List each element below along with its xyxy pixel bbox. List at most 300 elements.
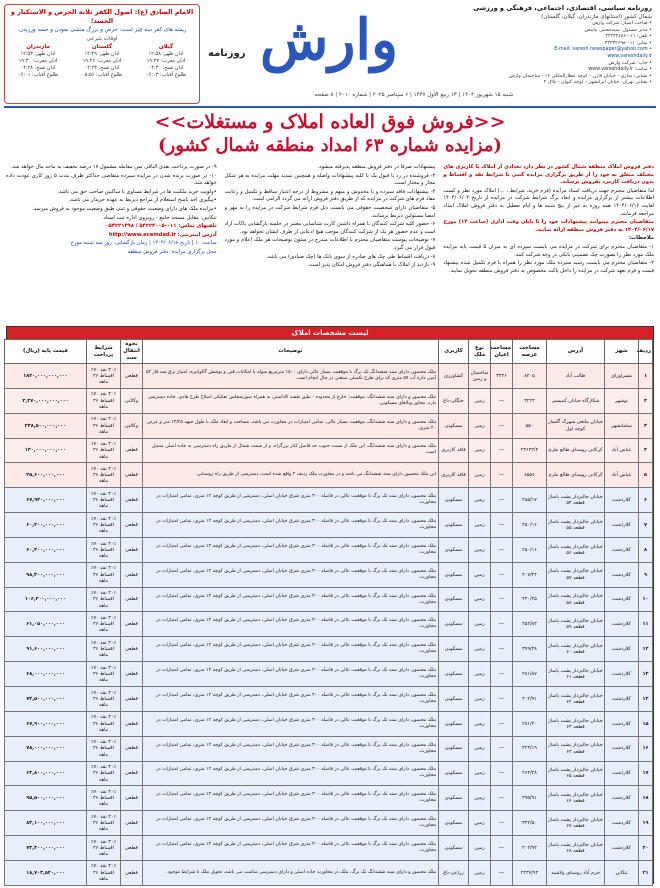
prayer-city: [8, 44, 68, 79]
table-cell: مسکونی: [439, 786, 469, 811]
table-cell: ۲۸۱/۴۰: [513, 711, 547, 736]
terms-paragraph: ۲- متقاضیان محترم می بایست رسید سپرده ملک مورد نظر را همراه با فرم تکمیل شده پیشنهاد قیمت و فرم تعهد شرکت در مزایده را داخل پاکت مخصوص به دفتر فروش منطقه تحویل نمایند.: [443, 260, 654, 274]
table-row: [5, 612, 653, 637]
table-cell: ۷۸,۰۰۰,۰۰۰,۰۰۰: [5, 736, 87, 761]
table-cell: ۳۰٪ نقد ۷۰٪ اقساط ۳۶ ماهه: [87, 438, 121, 463]
table-cell: ۱۸: [639, 786, 653, 811]
table-cell: ۲: [639, 388, 653, 413]
table-row: [5, 388, 653, 413]
table-cell: زمین: [469, 637, 491, 662]
table-cell: خیابان جالیزدار پشت پاساژ قطعه ۶۶: [547, 786, 605, 811]
table-cell: ۳۰٪ نقد ۷۰٪ اقساط ۳۶ ماهه: [87, 364, 121, 389]
table-cell: قطعی: [121, 836, 143, 861]
table-cell: ۳۰٪ نقد ۷۰٪ اقساط ۳۶ ماهه: [87, 860, 121, 885]
table-cell: —: [491, 662, 513, 687]
logo-subtitle: روزنامه: [208, 48, 246, 59]
table-cell: کلاردشت: [605, 612, 639, 637]
table-cell: خیابان جالیزدار پشت پاساژ قطعه ۶۳: [547, 711, 605, 736]
table-cell: ۳۲۳/۱۹: [513, 736, 547, 761]
table-cell: تنکابن: [605, 860, 639, 885]
terms-paragraph: ۷- توضیحات پیوست متقاضیان محترم با اطلاعات مندرج در ستون توضیحات هر ملک اعلام و مورد قبول قرار می گیرد.: [224, 237, 436, 251]
table-cell: ۳۰٪ نقد ۷۰٪ اقساط ۳۶ ماهه: [87, 736, 121, 761]
table-row: [5, 860, 653, 885]
table-cell: —: [491, 587, 513, 612]
table-cell: —: [491, 438, 513, 463]
table-cell: ملک محصور، دارای سند تک برگ با موقعیت عالی در فاصله ۳۰۰ متری شرق خیابان اصلی، دسترسی از طریق کوچه ۱۲ متری، تمامی امتیازات در مجاورت.: [143, 786, 439, 811]
table-cell: کلاردشت: [605, 736, 639, 761]
terms-paragraph: ملاحظات:: [628, 235, 654, 242]
table-cell: ۳۰٪ نقد ۷۰٪ اقساط ۳۶ ماهه: [87, 562, 121, 587]
table-cell: قطعی: [121, 364, 143, 389]
property-table: [6, 326, 654, 884]
table-cell: —: [491, 836, 513, 861]
terms-paragraph: تنکابین: مقابل مسجد جامع - روبروی اداره ثبت اسناد.: [101, 214, 217, 221]
table-cell: ملک محصور، دارای سند تک برگ با موقعیت عالی در فاصله ۳۰۰ متری شرق خیابان اصلی، دسترسی از طریق کوچه ۱۲ متری، تمامی امتیازات در مجاورت.: [143, 711, 439, 736]
table-cell: ۱۰: [639, 587, 653, 612]
table-cell: ۶۱,۰۵۰,۰۰۰,۰۰۰: [5, 612, 87, 637]
table-row: [5, 761, 653, 786]
table-cell: ملک محصور و دارای سند ششدانگ تک برگ، ملک در مجاورت جاده اصلی و دارای دسترسی مناسب می باشد، تحویل ملک با شرایط موجود.: [143, 860, 439, 885]
table-cell: ۱۸,۷۰۳,۵۲۰,۰۰۰: [5, 860, 87, 885]
table-cell: ۵: [639, 463, 653, 488]
terms-paragraph: پیشنهادات صرفاً در دفتر فروش منطقه پذیرفته میشود.: [317, 164, 436, 170]
table-cell: کرکانی روستای طالع ملزم: [547, 438, 605, 463]
table-cell: مسکونی: [439, 587, 469, 612]
table-cell: ملک محصور، دارای سند تک برگ با موقعیت عالی در فاصله ۳۰۰ متری شرق خیابان اصلی، دسترسی از طریق کوچه ۱۲ متری، تمامی امتیازات در مجاورت.: [143, 811, 439, 836]
table-cell: قطعی: [121, 637, 143, 662]
table-cell: قطعی: [121, 786, 143, 811]
table-cell: ۲۱: [639, 860, 653, 885]
table-cell: ۳۰٪ نقد ۷۰٪ اقساط ۳۶ ماهه: [87, 686, 121, 711]
table-cell: ملک محصور، دارای سند تک برگ با موقعیت عالی در فاصله ۳۰۰ متری شرق خیابان اصلی، دسترسی از طریق کوچه ۱۲ متری، تمامی امتیازات در مجاورت.: [143, 562, 439, 587]
table-cell: جنگلی-باغ: [439, 388, 469, 413]
table-row: [5, 562, 653, 587]
terms-paragraph: ۶- حضور کلیه شرکت کنندگان با همراه داشتن کارت شناسایی معتبر در جلسه بازگشایی پاکات آزاد است و عدم حضور هر یک از شرکت کنندگان موجب هیچ ادعایی از طرف ایشان نخواهد بود.: [224, 221, 436, 235]
table-cell: —: [491, 513, 513, 538]
table-cell: نوشهر: [605, 388, 639, 413]
table-cell: قطعی: [121, 662, 143, 687]
table-cell: شکارگاه خیابان کمیسی: [547, 388, 605, 413]
terms-column-middle: [225, 164, 436, 326]
table-cell: ۱: [639, 364, 653, 389]
info-line: • نمابر: ۰۱۱-۴۲۴۳۲۶۹۸: [604, 40, 652, 46]
prayer-line: اذان صبح: ۰۴:۲۳: [84, 65, 120, 71]
table-cell: ۳۴۴/۵۰: [513, 811, 547, 836]
table-cell: ۱۵: [639, 711, 653, 736]
table-cell: —: [491, 860, 513, 885]
table-cell: ۳۹۵/۹۱: [513, 786, 547, 811]
table-cell: ۱۰۶,۲۰۰,۰۰۰,۰۰۰: [5, 587, 87, 612]
table-cell: ملک محصور و دارای سند ششدانگ، موقعیت بسیار عالی، تمامی امتیازات در مجاورت می باشد، مساحت و ابعاد ملک با طول جبهه ۱۳/۴۵ متر و عرض ۴۰ متری.: [143, 413, 439, 438]
column-header: شهر: [605, 340, 639, 364]
terms-paragraph: •پیگیری اخذ پاسخ استعلام از مراجع ذیربط به عهده خریدار می باشد.: [68, 197, 217, 204]
table-cell: کلاردشت: [605, 513, 639, 538]
table-cell: ۳۰٪ نقد ۷۰٪ اقساط ۳۶ ماهه: [87, 786, 121, 811]
table-cell: قطعی: [121, 438, 143, 463]
column-header: شرایط پرداخت: [87, 340, 121, 364]
table-cell: زمین: [469, 587, 491, 612]
city-name: گلستان: [91, 44, 113, 50]
table-cell: خیابان ملتعی شهرک گلسار کوچه اول: [547, 413, 605, 438]
table-cell: ۸: [639, 537, 653, 562]
auction-terms: [6, 164, 654, 326]
terms-paragraph: ۴- پیشنهادات فاقد سپرده و یا مخدوش و مبهم و مشروط از درجه اعتبار ساقط و تکمیل و رعایت مفاد فرم های شرکت در مزایده که از طریق دفتر فروش ارائه می گردد الزامی است.: [224, 188, 436, 203]
table-cell: ۲۸۵/۱۷: [513, 488, 547, 513]
table-cell: ۶۰,۴۰۰,۰۰۰,۰۰۰: [5, 513, 87, 538]
table-cell: ۸۲۰۵: [513, 364, 547, 389]
table-cell: —: [491, 488, 513, 513]
prayer-line: اذان ظهر: ۱۲:۴۹: [84, 51, 120, 57]
table-cell: خیابان جالیزدار پشت پاساژ قطعه ۵۶: [547, 537, 605, 562]
table-cell: —: [491, 786, 513, 811]
prayer-city: [136, 44, 196, 79]
table-cell: خیابان جالیزدار پشت پاساژ قطعه ۵۵: [547, 513, 605, 538]
table-cell: فاقد کاربری: [439, 463, 469, 488]
table-cell: ملک محصور، دارای سند تک برگ با موقعیت عالی در فاصله ۳۰۰ متری شرق خیابان اصلی، دسترسی از طریق کوچه ۱۲ متری، تمامی امتیازات در مجاورت.: [143, 488, 439, 513]
table-cell: خیابان جالیزدار پشت پاساژ قطعه ۵۷: [547, 562, 605, 587]
table-cell: زمین: [469, 537, 491, 562]
prayer-line: اذان مغرب: ۱۹:۳۰: [18, 58, 58, 64]
table-cell: ۲,۴۷۰,۰۰۰,۰۰۰,۰۰۰: [5, 388, 87, 413]
table-cell: ساختمان و زمین: [469, 364, 491, 389]
table-cell: زمین: [469, 612, 491, 637]
table-cell: ۹: [639, 562, 653, 587]
table-cell: مسکونی: [439, 562, 469, 587]
table-cell: ملک محصور، دارای سند تک برگ با موقعیت عالی در فاصله ۳۰۰ متری شرق خیابان اصلی، دسترسی از طریق کوچه ۱۲ متری، تمامی امتیازات در مجاورت.: [143, 686, 439, 711]
table-cell: ۶۷,۹۰۰,۰۰۰,۰۰۰: [5, 711, 87, 736]
table-cell: —: [491, 761, 513, 786]
terms-paragraph: ۵- متقاضیان دارای شخصیت حقوقی می بایست ذیل فرم شرایط شرکت در مزایده را به مهر و امضا مسئولین ذیربط برسانند.: [224, 204, 436, 219]
publisher-info: [430, 4, 656, 90]
table-cell: ملک محصور، دارای سند تک برگ با موقعیت عالی در فاصله ۳۰۰ متری شرق خیابان اصلی، دسترسی از طریق کوچه ۱۲ متری، تمامی امتیازات در مجاورت.: [143, 836, 439, 861]
table-cell: مسکونی: [439, 637, 469, 662]
table-cell: طالب آباد: [547, 364, 605, 389]
table-cell: ۱۴: [639, 686, 653, 711]
table-cell: کلاردشت: [605, 686, 639, 711]
table-cell: زمین: [469, 686, 491, 711]
terms-paragraph: تلفنهای تماس: ۰۱۱-۵۴۲۲۴۰۰۵ / ۰۵۴۲۲۱۴۹۸: [105, 223, 217, 230]
table-cell: ۳۰٪ نقد ۷۰٪ اقساط ۳۶ ماهه: [87, 537, 121, 562]
table-cell: ۳۰٪ نقد ۷۰٪ اقساط ۳۶ ماهه: [87, 587, 121, 612]
prayer-line: اذان ظهر: ۱۲:۵۸: [148, 51, 184, 57]
newspaper-logo: [204, 4, 514, 104]
table-cell: ۲۳۳۷/۹۲: [513, 860, 547, 885]
table-cell: خیابان جالیزدار پشت پاساژ قطعه ۶۸: [547, 836, 605, 861]
table-cell: مسکونی: [439, 537, 469, 562]
prayer-line: طلوع آفتاب: ۰۵:۵۶: [81, 72, 123, 78]
table-cell: ۸۳,۱۰۰,۰۰۰,۰۰۰: [5, 811, 87, 836]
table-cell: ۲۳۶۴۳/۴: [513, 438, 547, 463]
table-cell: ۳۰٪ نقد ۷۰٪ اقساط ۳۶ ماهه: [87, 388, 121, 413]
terms-paragraph: متقاضیان محترم میتوانند پیشنهادات خود را تا پایان وقت اداری (ساعت ۱۴) مورخ ۱۴۰۴/۰۶/۱۷ به دفتر فروش منطقه ارائه نمایند.: [443, 219, 654, 233]
table-row: [5, 662, 653, 687]
table-cell: ملک محصور، دارای سند تک برگ با موقعیت عالی در فاصله ۳۰۰ متری شرق خیابان اصلی، دسترسی از طریق کوچه ۱۲ متری، تمامی امتیازات در مجاورت.: [143, 736, 439, 761]
table-row: [5, 736, 653, 761]
prayer-line: طلوع آفتاب: ۰۶:۰۱: [17, 72, 59, 78]
table-caption: لیست مشخصات املاک: [7, 327, 653, 339]
table-cell: قطعی: [121, 537, 143, 562]
table-cell: ۳۰۳/۹۳: [513, 836, 547, 861]
table-cell: خیابان جالیزدار پشت پاساژ قطعه ۶۵: [547, 761, 605, 786]
info-line: • نشانی تهران: خیابان ایرانشهر - کوچه کیوان - پلاک ۴: [543, 80, 652, 86]
table-cell: ۳۰٪ نقد ۷۰٪ اقساط ۳۶ ماهه: [87, 637, 121, 662]
table-cell: ۳۰٪ نقد ۷۰٪ اقساط ۳۶ ماهه: [87, 761, 121, 786]
prayer-line: طلوع آفتاب: ۰۶:۰۳: [145, 72, 187, 78]
table-cell: زمین: [469, 860, 491, 885]
table-cell: —: [491, 736, 513, 761]
table-cell: کرکانی روستای طالع ملزم: [547, 463, 605, 488]
terms-paragraph: دفتر فروش املاک منطقه شمال کشور در نظر دارد تعدادی از املاک یا کاربری های مختلف متعلق به خود را از طریق برگزاری مزایده کتبی با شرایط نقد و اقساط و بدون دریافت کارمزد بفروش برساند.: [443, 164, 654, 186]
table-cell: کلاردشت: [605, 711, 639, 736]
table-cell: ملک محصور و دارای سند ششدانگ، این ملک از سمت جنوب حد فاصل کنار بزرگراه، و از سمت شمال از طریق راه دسترسی به جاده اصلی متصل است.: [143, 438, 439, 463]
table-cell: ۱۲: [639, 637, 653, 662]
table-cell: ۸۵۵۶: [513, 463, 547, 488]
prayer-line: اذان مغرب: ۱۹:۲۶: [82, 58, 122, 64]
table-cell: قطعی: [121, 513, 143, 538]
table-cell: مسکونی: [439, 488, 469, 513]
table-cell: ۲۵۰/۱۶: [513, 537, 547, 562]
table-cell: —: [491, 612, 513, 637]
table-cell: ۲۶۴/۴۸: [513, 761, 547, 786]
table-cell: ۱۸۲۰,۰۰۰,۰۰۰,۰۰۰: [5, 364, 87, 389]
table-cell: مسکونی: [439, 836, 469, 861]
table-cell: قطعی: [121, 711, 143, 736]
table-cell: زمین: [469, 562, 491, 587]
table-row: [5, 786, 653, 811]
terms-paragraph: ساعت ۱۰ | تاریخ ۱۴۰۴/۰۶/۱۸ | زمان بازگشایی: روز سه شنبه مورخ: [70, 240, 217, 247]
table-cell: ملک محصور، دارای سند تک برگ با موقعیت عالی در فاصله ۳۰۰ متری شرق خیابان اصلی، دسترسی از طریق کوچه ۱۲ متری، تمامی امتیازات در مجاورت.: [143, 612, 439, 637]
column-header: کاربری: [439, 340, 469, 364]
table-cell: ۳۴۳۶: [491, 364, 513, 389]
table-cell: ۲۸۱/۸۷: [513, 662, 547, 687]
table-cell: مسکونی: [439, 711, 469, 736]
table-cell: ملک محصور، دارای سند ششدانگ تک برگ با موقعیت بسیار عالی دارای ۱۵۰۰ مترمربع سوله با امکانات فنی و پوشش گالوانیزه، امتیاز برق سه فاز ۵۲ آمپر، داره آب ۵۷ متری که برای طرح تکمیلی صنعتی در حال انجام است.: [143, 364, 439, 389]
terms-paragraph: ۹- در صورت پرداخت نقدی الباقی ثمن معامله مشمول ۱۷ درصد تخفیف به مأخذ مال خواهد شد.: [10, 164, 217, 170]
table-cell: کشاورزی: [439, 364, 469, 389]
table-cell: ۶۳,۸۰۰,۰۰۰,۰۰۰: [5, 761, 87, 786]
table-cell: ملک محصور، دارای سند تک برگ با موقعیت عالی در فاصله ۳۰۰ متری شرق خیابان اصلی، دسترسی از طریق کوچه ۱۲ متری، تمامی امتیازات در مجاورت.: [143, 537, 439, 562]
prayer-line: اذان ظهر: ۱۲:۵۳: [20, 51, 56, 57]
table-cell: —: [491, 388, 513, 413]
table-cell: کلاردشت: [605, 761, 639, 786]
table-cell: ۷۳,۳۰۰,۰۰۰,۰۰۰: [5, 836, 87, 861]
table-cell: —: [491, 562, 513, 587]
city-name: گیلان: [158, 44, 174, 50]
terms-paragraph: محل برگزاری مزایده: دفتر فروش منطقه: [127, 248, 217, 255]
table-cell: وکالتی: [121, 413, 143, 438]
table-cell: کلاردشت: [605, 786, 639, 811]
table-cell: ۲۵۲/۸۳: [513, 612, 547, 637]
terms-paragraph: ۱۰- در صورت برنده شدن در مزایده سپرده متقاضی حداکثر ظرف مدت ۵ روز کاری عودت داده خواهد شد.: [5, 172, 217, 187]
prayer-times: [8, 44, 196, 79]
table-cell: ۳۰٪ نقد ۷۰٪ اقساط ۳۶ ماهه: [87, 612, 121, 637]
hadith-box: [4, 4, 200, 104]
table-cell: —: [491, 711, 513, 736]
table-row: [5, 637, 653, 662]
property-list: [4, 339, 653, 886]
table-cell: مسکونی: [439, 761, 469, 786]
table-cell: —: [491, 463, 513, 488]
table-cell: —: [491, 637, 513, 662]
table-cell: ۳۰٪ نقد ۷۰٪ اقساط ۳۶ ماهه: [87, 711, 121, 736]
table-row: [5, 836, 653, 861]
ad-subheadline: (مزایده شماره ۶۳ امداد منطقه شمال کشور): [158, 135, 502, 156]
dateline: شنبه ۱۵ شهریور ۱۴۰۴ | ۱۳ ربیع الاول ۱۴۴۷ | ۶ سپتامبر ۲۰۲۵ | شماره ۲۰۱۰ | ۸ صفحه: [314, 92, 514, 98]
table-cell: خیابان جالیزدار پشت پاساژ قطعه ۵۹: [547, 612, 605, 637]
table-cell: خیابان جالیزدار پشت پاساژ قطعه ۶۱: [547, 662, 605, 687]
table-cell: ۳۰٪ نقد ۷۰٪ اقساط ۳۶ ماهه: [87, 662, 121, 687]
table-cell: —: [491, 537, 513, 562]
table-row: [5, 413, 653, 438]
terms-paragraph: •ولویت خرید ملکیت ها در شرایط مساوی با ساکنین صاحب حق می باشد.: [57, 188, 217, 195]
table-cell: ۱۳: [639, 662, 653, 687]
table-body: [5, 364, 653, 886]
table-cell: مسکونی: [439, 513, 469, 538]
table-row: [5, 463, 653, 488]
column-header: نحوه انتقال سند: [121, 340, 143, 364]
terms-column-right: [443, 164, 654, 326]
column-header: مساحت اعیان: [491, 340, 513, 364]
table-cell: —: [491, 686, 513, 711]
paper-region: شمال کشور (استانهای مازندران، گیلان، گلستان): [541, 14, 652, 20]
table-cell: —: [491, 413, 513, 438]
table-cell: ۳۰٪ نقد ۷۰٪ اقساط ۳۶ ماهه: [87, 836, 121, 861]
table-cell: خیابان جالیزدار پشت پاساژ قطعه ۵۴: [547, 488, 605, 513]
city-name: مازندران: [26, 44, 50, 50]
table-row: [5, 686, 653, 711]
logo-wordmark: وارش: [260, 7, 399, 73]
table-cell: ملک محصور، دارای سند تک برگ با موقعیت عالی در فاصله ۳۰۰ متری شرق خیابان اصلی، دسترسی از طریق کوچه ۱۲ متری، تمامی امتیازات در مجاورت.: [143, 662, 439, 687]
table-cell: ۶۰,۴۰۰,۰۰۰,۰۰۰: [5, 537, 87, 562]
table-cell: قطعی: [121, 488, 143, 513]
table-cell: قطعی: [121, 612, 143, 637]
table-cell: ملک محصور، دارای سند تک برگ با موقعیت عالی در فاصله ۳۰۰ متری شرق خیابان اصلی، دسترسی از طریق کوچه ۱۲ متری، تمامی امتیازات در مجاورت.: [143, 587, 439, 612]
table-cell: مسکونی: [439, 413, 469, 438]
table-cell: ملک محصور، دارای سند تک برگ با موقعیت عالی در فاصله ۳۰۰ متری شرق خیابان اصلی، دسترسی از طریق کوچه ۱۲ متری، تمامی امتیازات در مجاورت.: [143, 513, 439, 538]
table-cell: —: [491, 811, 513, 836]
terms-paragraph: •مزایده ملک های دارای وضعیت حقوقی و ثبتی طبق وضعیت موجود به فروش میرسد.: [32, 205, 217, 212]
masthead: [4, 4, 656, 104]
table-cell: ۱۶: [639, 736, 653, 761]
masthead-divider: [4, 106, 656, 108]
table-cell: زمین: [469, 662, 491, 687]
column-header: ردیف: [639, 340, 653, 364]
table-cell: زمین: [469, 438, 491, 463]
info-line: • تلفن: ۰۱۱-۴۲۴۳۲۶۸۶: [605, 34, 652, 40]
table-cell: خیابان جالیزدار پشت پاساژ قطعه ۵۸: [547, 587, 605, 612]
table-row: [5, 811, 653, 836]
table-cell: زمین: [469, 786, 491, 811]
table-cell: زمین: [469, 761, 491, 786]
table-cell: ۱۹: [639, 811, 653, 836]
prayer-times-title: اوقات شرعی: [86, 36, 118, 42]
table-cell: مسکونی: [439, 811, 469, 836]
table-row: [5, 488, 653, 513]
table-cell: زمین: [469, 463, 491, 488]
table-cell: ۶: [639, 488, 653, 513]
table-cell: قطعی: [121, 587, 143, 612]
column-header: آدرس: [547, 340, 605, 364]
table-cell: کلاردشت: [605, 637, 639, 662]
table-cell: عباس آباد: [605, 463, 639, 488]
table-cell: کلاردشت: [605, 811, 639, 836]
terms-paragraph: ۸- دریافت اقساط طی چک های صادره از سوی بانک ها (چک صیادی) می باشد.: [265, 253, 436, 260]
table-cell: زمین: [469, 513, 491, 538]
website-line[interactable]: www.vareshdaily.ir: [607, 53, 652, 59]
table-cell: کلاردشت: [605, 562, 639, 587]
table-row: [5, 711, 653, 736]
table-cell: ۴۵,۶۰۰,۰۰۰,۰۰۰: [5, 463, 87, 488]
table-cell: زمین: [469, 836, 491, 861]
table-cell: ۵۵۰: [513, 413, 547, 438]
table-cell: ۳: [639, 413, 653, 438]
table-cell: ۳۰٪ نقد ۷۰٪ اقساط ۳۶ ماهه: [87, 463, 121, 488]
table-cell: ۷۳,۵۰۰,۰۰۰,۰۰۰: [5, 686, 87, 711]
table-cell: ۳۰٪ نقد ۷۰٪ اقساط ۳۶ ماهه: [87, 513, 121, 538]
table-cell: کلاردشت: [605, 488, 639, 513]
prayer-line: اذان صبح: ۰۴:۲۸: [20, 65, 56, 71]
table-cell: قطعی: [121, 761, 143, 786]
table-cell: ۲۴۸,۵۰۰,۰۰۰,۰۰۰: [5, 413, 87, 438]
table-cell: ۳۰٪ نقد ۷۰٪ اقساط ۳۶ ماهه: [87, 413, 121, 438]
info-line: • چاپ: شرکت وارش: [608, 60, 652, 66]
table-cell: ۳۰٪ نقد ۷۰٪ اقساط ۳۶ ماهه: [87, 811, 121, 836]
terms-column-left: [6, 164, 217, 326]
info-line: • صاحب امتیاز: شرکت وارش: [592, 21, 652, 26]
table-cell: ملک محصور، دارای سند تک برگ با موقعیت عالی در فاصله ۳۰۰ متری شرق خیابان اصلی، دسترسی از طریق کوچه ۱۲ متری، تمامی امتیازات در مجاورت.: [143, 761, 439, 786]
table-cell: کلاردشت: [605, 587, 639, 612]
table-cell: خیابان جالیزدار پشت پاساژ قطعه ۶۷: [547, 811, 605, 836]
table-cell: قطعی: [121, 562, 143, 587]
table-cell: ملک محصور و دارای سند ششدانگ، موقعیت: خارج از محدوده - طبق نقشه کاداستر، به همراه صورتمجلس تفکیکی اصلاح طرح هادی، جاده دسترسی دارد، مجاور ویلاهای مسکونی.: [143, 388, 439, 413]
table-cell: مسکونی: [439, 686, 469, 711]
column-header: قیمت پایه (ریال): [5, 340, 87, 364]
table-cell: ۷: [639, 513, 653, 538]
table-cell: ۴۰۷/۲۴: [513, 562, 547, 587]
table-cell: ۱۱: [639, 612, 653, 637]
table-cell: کلاردشت: [605, 537, 639, 562]
info-line: • سایت: www.vareshdaily.ir: [588, 67, 652, 73]
column-header: توضیحات: [143, 340, 439, 364]
table-cell: زمین: [469, 811, 491, 836]
table-cell: کلاردشت: [605, 662, 639, 687]
terms-paragraph: ۱- متقاضیان محترم برای شرکت در مزایده می بایست سپرده ای به میزان ۵ قیمت پایه مزایده ملک مورد نظر را بصورت چک تضمینی بانکی در وجه شرکت کنند.: [443, 243, 654, 258]
table-cell: زمین: [469, 736, 491, 761]
table-cell: زمین: [469, 488, 491, 513]
terms-paragraph: ۳- فروشنده در رد یا قبول یک یا کلیه پیشنهادات واصله و همچنین تمدید مهلت مزایده به هر شکل مجاز و مختار است.: [224, 172, 436, 187]
table-cell: ۳۷۹/۳۸: [513, 637, 547, 662]
table-cell: این ملک محصور دارای سند ششدانگ می باشد و در مجاورت ملک ردیف ۴ واقع شده است، دسترسی از طریق راه روستایی.: [143, 463, 439, 488]
table-cell: فاقد کاربری: [439, 438, 469, 463]
table-cell: قطعی: [121, 686, 143, 711]
hadith-translation: ریشه های کفر سه چیز است: حرص و بزرگ منشی نمودن و حسد ورزیدن.: [17, 27, 187, 33]
table-row: [5, 364, 653, 389]
table-cell: مشراورای: [605, 364, 639, 389]
terms-paragraph: آدرس اینترنتی: http://www.ecemdad.ir: [108, 231, 217, 238]
table-cell: ۴: [639, 438, 653, 463]
terms-paragraph: ۹- بازدید از املاک با هماهنگی دفتر فروش امکان پذیر است.: [307, 262, 436, 269]
table-cell: قطعی: [121, 463, 143, 488]
table-cell: خیابان جالیزدار پشت پاساژ قطعه ۶۲: [547, 686, 605, 711]
column-header: نوع ملک: [469, 340, 491, 364]
email-line[interactable]: • E-mail: varesh newspaper@yahoo.com: [554, 47, 652, 53]
table-cell: خیابان جالیزدار پشت پاساژ قطعه ۶۰: [547, 637, 605, 662]
table-cell: قطعی: [121, 860, 143, 885]
table-row: [5, 513, 653, 538]
table-cell: سلمانشهر: [605, 413, 639, 438]
paper-description: روزنامه سیاسی، اقتصادی، اجتماعی، فرهنگی و ورزشی: [473, 4, 652, 12]
table-row: [5, 537, 653, 562]
